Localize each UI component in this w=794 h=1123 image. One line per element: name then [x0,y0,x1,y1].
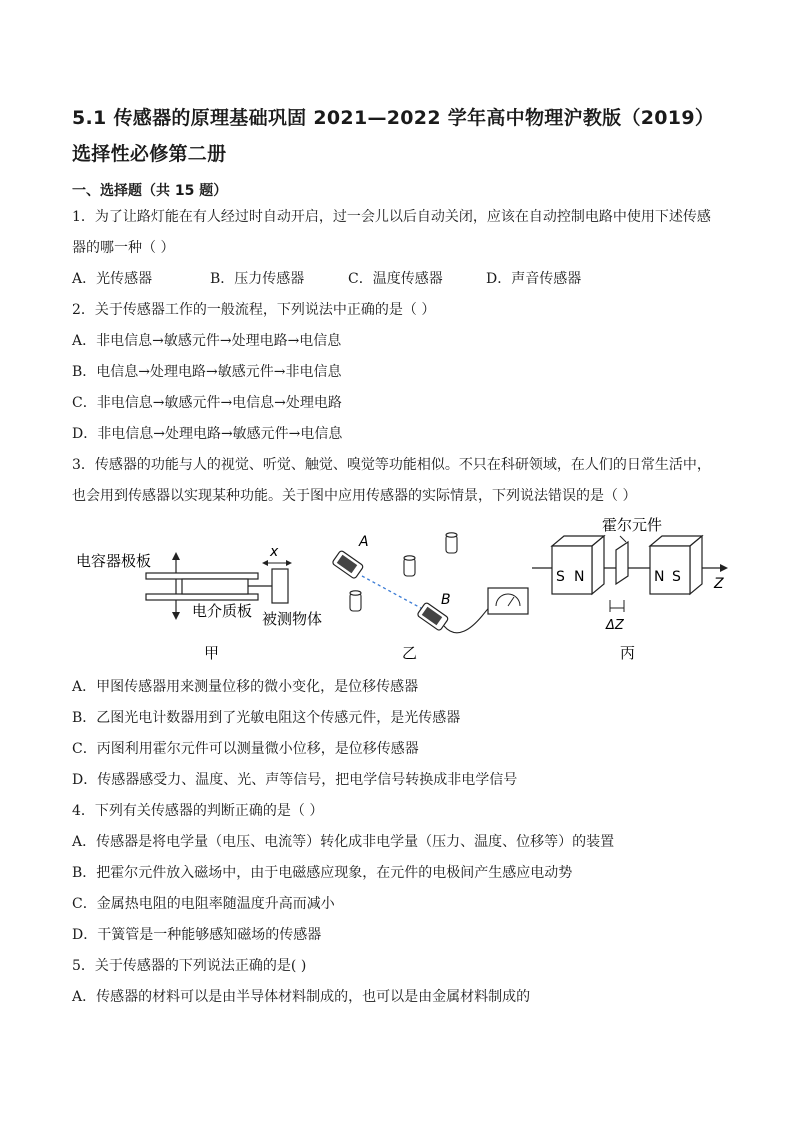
question-3 [72,450,732,796]
q2-option-d: D．非电信息→处理电路→敏感元件→电信息 [72,426,343,442]
lower-capacitor-plate [146,594,258,600]
q3-stem-line-2: 也会用到传感器以实现某种功能。关于图中应用传感器的实际情景，下列说法错误的是（ ） [72,488,637,504]
document-page [72,100,732,1013]
q3-option-a: A．甲图传感器用来测量位移的微小变化，是位移传感器 [72,679,419,695]
hall-element-label: 霍尔元件 [602,516,663,534]
q5-option-a: A．传感器的材料可以是由半导体材料制成的，也可以是由金属材料制成的 [72,989,531,1005]
q1-option-d: D．声音传感器 [486,271,582,287]
figure-yi [332,533,528,662]
left-magnet-n: N [574,569,585,585]
left-magnet-side [592,536,604,594]
plate-arrow-head-up [172,552,180,560]
right-magnet-side [690,536,702,594]
displacement-arrow-left [262,560,268,566]
q4-option-b: B．把霍尔元件放入磁场中，由于电磁感应现象，在元件的电极间产生感应电动势 [72,865,573,881]
q3-stem-line-1: 3．传感器的功能与人的视觉、听觉、触觉、嗅觉等功能相似。不只在科研领域，在人们的日常生活中， [72,457,711,473]
sensor-diagram [72,516,732,666]
figure-bing [532,516,728,662]
right-magnet-n: N [654,569,665,585]
receiver-b-label: B [441,592,451,608]
q3-option-d: D．传感器感受力、温度、光、声等信号，把电学信号转换成非电学信号 [72,772,518,788]
z-axis-arrow [720,564,728,572]
upper-capacitor-plate [146,573,258,579]
delta-z-label: ΔZ [606,618,624,633]
dielectric-plate [182,579,248,594]
z-axis-label: Z [714,576,724,592]
emitter-a-label: A [359,534,369,550]
displacement-arrow-right [286,560,292,566]
counter-meter [488,588,528,614]
q5-stem: 5．关于传感器的下列说法正确的是( ) [72,958,307,974]
q1-stem-line-1: 1．为了让路灯能在有人经过时自动开启，过一会儿以后自动关闭，应该在自动控制电路中使用下述传感 [72,209,711,225]
section-heading: 一、选择题（共 15 题） [72,183,228,199]
q3-option-c: C．丙图利用霍尔元件可以测量微小位移，是位移传感器 [72,741,419,757]
q4-stem: 4．下列有关传感器的判断正确的是（ ） [72,803,324,819]
question-1 [72,202,732,295]
figure-jia [76,544,322,662]
q1-option-a: A．光传感器 [72,271,153,287]
q1-option-c: C．温度传感器 [348,271,443,287]
figure-bing-caption: 丙 [620,644,636,662]
figure-yi-caption: 乙 [402,644,418,662]
q4-option-a: A．传感器是将电学量（电压、电流等）转化成非电学量（压力、温度、位移等）的装置 [72,834,615,850]
figure-jia-caption: 甲 [204,644,220,662]
measured-object-block [272,569,288,603]
title-line-1: 5.1 传感器的原理基础巩固 2021—2022 学年高中物理沪教版（2019） [72,107,715,129]
light-source-a [332,550,364,579]
q3-option-b: B．乙图光电计数器用到了光敏电阻这个传感元件，是光传感器 [72,710,461,726]
q2-option-c: C．非电信息→敏感元件→电信息→处理电路 [72,395,342,411]
q2-option-a: A．非电信息→敏感元件→处理电路→电信息 [72,333,342,349]
left-magnet-s: S [556,569,565,585]
light-beam [362,576,430,613]
plate-arrow-head-down [172,612,180,620]
question-4 [72,796,732,951]
capacitor-plate-label: 电容器极板 [76,552,152,570]
title-line-2: 选择性必修第二册 [72,143,227,165]
document-title [72,100,732,172]
q4-option-c: C．金属热电阻的电阻率随温度升高而减小 [72,896,335,912]
q4-option-d: D．干簧管是一种能够感知磁场的传感器 [72,927,322,943]
q1-stem-line-2: 器的哪一种（ ） [72,240,175,256]
q3-figure [72,516,732,666]
q1-option-b: B．压力传感器 [210,271,305,287]
hall-element-plate [616,542,628,584]
right-magnet-s: S [672,569,681,585]
q2-stem: 2．关于传感器工作的一般流程，下列说法中正确的是（ ） [72,302,436,318]
question-5 [72,951,732,1013]
dielectric-plate-label: 电介质板 [192,602,253,620]
displacement-x-label: x [270,544,279,560]
hall-element-leader [620,536,626,542]
q2-option-b: B．电信息→处理电路→敏感元件→非电信息 [72,364,342,380]
question-2 [72,295,732,450]
q1-options [72,264,732,295]
measured-object-label: 被测物体 [262,610,323,628]
